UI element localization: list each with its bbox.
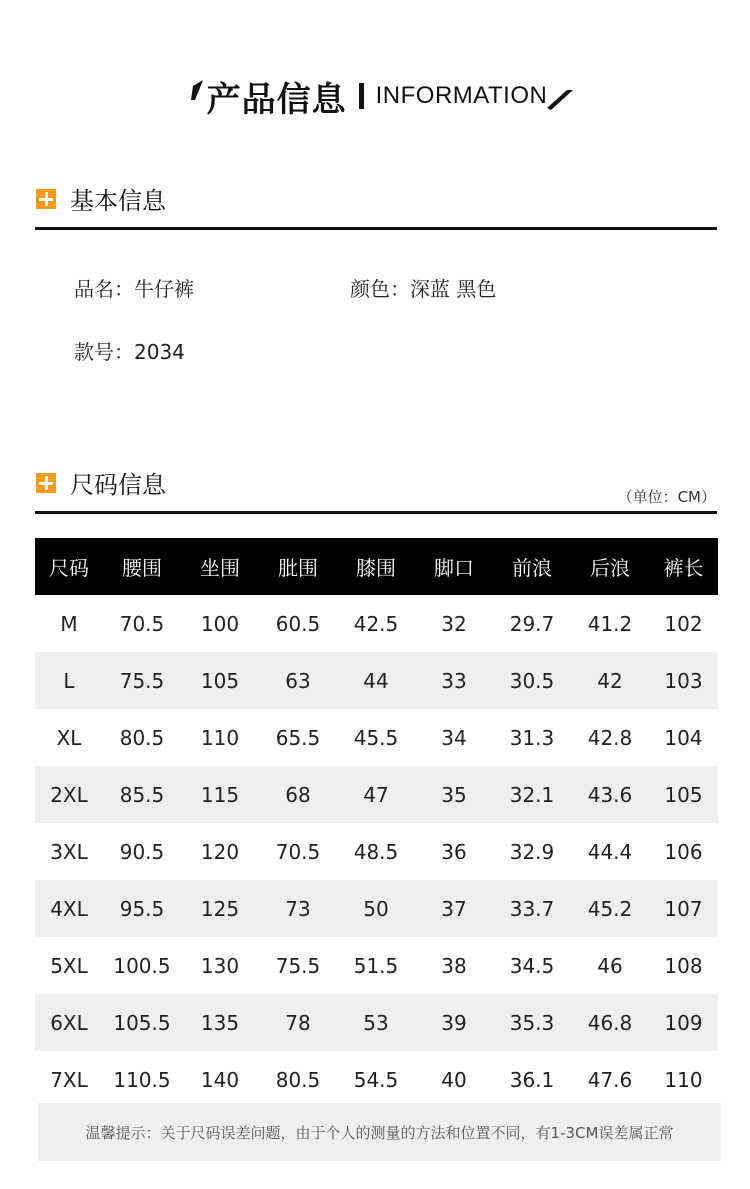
table-cell: 5XL xyxy=(50,953,88,978)
table-cell: 37 xyxy=(415,880,493,937)
table-cell: 42 xyxy=(571,652,649,709)
table-cell: 104 xyxy=(664,725,703,750)
product-name-value: 牛仔裤 xyxy=(134,277,194,301)
page-title-en: INFORMATION xyxy=(375,82,548,109)
table-cell: 85.5 xyxy=(103,766,181,823)
column-header: 坐围 xyxy=(181,538,259,595)
title-divider xyxy=(359,83,364,109)
table-cell: 3XL xyxy=(50,839,88,864)
table-cell: 103 xyxy=(649,652,718,709)
table-cell: M xyxy=(60,611,78,636)
table-cell: 80.5 xyxy=(275,1067,321,1092)
table-cell: 35.3 xyxy=(493,994,571,1051)
table-cell: 115 xyxy=(181,766,259,823)
column-header: 肶围 xyxy=(259,538,337,595)
table-cell: 30.5 xyxy=(493,652,571,709)
table-cell: 4XL xyxy=(35,880,103,937)
table-cell: 2XL xyxy=(35,766,103,823)
table-cell: 130 xyxy=(200,953,240,978)
plus-icon xyxy=(36,189,56,209)
table-cell: 95.5 xyxy=(103,880,181,937)
table-cell: 73 xyxy=(259,880,337,937)
table-cell: 60.5 xyxy=(275,611,321,636)
plus-icon xyxy=(36,473,56,493)
table-cell: 105.5 xyxy=(103,994,181,1051)
table-row xyxy=(35,1051,718,1108)
table-cell: 32.9 xyxy=(509,839,555,864)
table-cell: 110 xyxy=(200,725,240,750)
table-cell: 135 xyxy=(181,994,259,1051)
table-cell: 63 xyxy=(259,652,337,709)
table-cell: 50 xyxy=(337,880,415,937)
table-cell: 54.5 xyxy=(353,1067,399,1092)
table-cell: 51.5 xyxy=(353,953,399,978)
table-cell: 34 xyxy=(441,725,467,750)
table-cell: 109 xyxy=(649,994,718,1051)
size-tip xyxy=(38,1103,721,1161)
table-cell: 110.5 xyxy=(113,1067,171,1092)
table-cell: 29.7 xyxy=(509,611,555,636)
unit-note: （单位：CM） xyxy=(617,488,716,506)
table-cell: 32 xyxy=(441,611,467,636)
table-cell: XL xyxy=(56,725,82,750)
product-style xyxy=(74,336,185,365)
table-row xyxy=(35,994,718,1051)
table-cell: 45.5 xyxy=(353,725,399,750)
table-cell: 80.5 xyxy=(119,725,165,750)
table-cell: 75.5 xyxy=(275,953,321,978)
table-cell: 33.7 xyxy=(493,880,571,937)
table-cell: 35 xyxy=(415,766,493,823)
table-row xyxy=(35,880,718,937)
size-tip-text: 温馨提示：关于尺码误差问题，由于个人的测量的方法和位置不同，有1-3CM误差属正常 xyxy=(85,1123,674,1142)
table-cell: L xyxy=(35,652,103,709)
table-cell: 36 xyxy=(441,839,467,864)
table-cell: 38 xyxy=(441,953,467,978)
table-row xyxy=(35,709,718,766)
product-color-label: 颜色： xyxy=(350,277,410,301)
product-color-value: 深蓝 黑色 xyxy=(410,277,497,301)
table-row xyxy=(35,937,718,994)
table-cell: 65.5 xyxy=(275,725,321,750)
column-header: 脚口 xyxy=(415,538,493,595)
table-row xyxy=(35,595,718,652)
table-row xyxy=(35,652,718,709)
product-color xyxy=(350,273,496,302)
table-row xyxy=(35,766,718,823)
table-cell: 42.8 xyxy=(587,725,633,750)
table-cell: 68 xyxy=(259,766,337,823)
table-cell: 105 xyxy=(649,766,718,823)
product-style-value: 2034 xyxy=(134,340,185,364)
table-cell: 47.6 xyxy=(587,1067,633,1092)
basic-info-heading xyxy=(36,181,166,216)
table-cell: 34.5 xyxy=(509,953,555,978)
table-cell: 102 xyxy=(664,611,703,636)
table-cell: 48.5 xyxy=(353,839,399,864)
section-divider xyxy=(35,227,717,230)
table-cell: 110 xyxy=(664,1067,703,1092)
table-cell: 7XL xyxy=(50,1067,88,1092)
column-header: 腰围 xyxy=(103,538,181,595)
table-cell: 44 xyxy=(337,652,415,709)
table-cell: 47 xyxy=(337,766,415,823)
table-cell: 107 xyxy=(649,880,718,937)
table-cell: 108 xyxy=(664,953,703,978)
table-cell: 41.2 xyxy=(587,611,633,636)
page-header xyxy=(0,66,750,126)
table-cell: 106 xyxy=(664,839,703,864)
table-cell: 46 xyxy=(597,953,623,978)
column-header: 膝围 xyxy=(337,538,415,595)
column-header: 前浪 xyxy=(493,538,571,595)
product-style-label: 款号： xyxy=(74,340,134,364)
table-cell: 40 xyxy=(441,1067,467,1092)
table-cell: 36.1 xyxy=(509,1067,555,1092)
slash-left-icon xyxy=(187,76,203,116)
table-cell: 125 xyxy=(181,880,259,937)
table-cell: 70.5 xyxy=(275,839,321,864)
table-cell: 140 xyxy=(200,1067,240,1092)
table-cell: 53 xyxy=(337,994,415,1051)
table-cell: 78 xyxy=(259,994,337,1051)
table-cell: 46.8 xyxy=(571,994,649,1051)
column-header: 后浪 xyxy=(571,538,649,595)
table-cell: 42.5 xyxy=(353,611,399,636)
table-cell: 44.4 xyxy=(587,839,633,864)
table-cell: 43.6 xyxy=(571,766,649,823)
table-cell: 33 xyxy=(415,652,493,709)
table-row xyxy=(35,823,718,880)
page-title: 产品信息 xyxy=(206,79,347,120)
size-table-header xyxy=(35,538,718,595)
slash-right-icon xyxy=(547,76,563,116)
table-cell: 45.2 xyxy=(571,880,649,937)
size-table xyxy=(35,538,718,1108)
table-cell: 32.1 xyxy=(493,766,571,823)
table-cell: 70.5 xyxy=(119,611,165,636)
table-cell: 6XL xyxy=(35,994,103,1051)
product-name-label: 品名： xyxy=(74,277,134,301)
size-info-label: 尺码信息 xyxy=(70,471,166,499)
table-cell: 120 xyxy=(200,839,240,864)
basic-info-label: 基本信息 xyxy=(70,187,166,215)
table-cell: 105 xyxy=(181,652,259,709)
column-header: 裤长 xyxy=(649,538,718,595)
table-cell: 31.3 xyxy=(509,725,555,750)
table-cell: 100.5 xyxy=(113,953,171,978)
section-divider xyxy=(35,511,717,514)
table-cell: 100 xyxy=(200,611,240,636)
column-header: 尺码 xyxy=(35,538,103,595)
product-name xyxy=(74,273,194,302)
table-cell: 39 xyxy=(415,994,493,1051)
table-cell: 90.5 xyxy=(119,839,165,864)
table-cell: 75.5 xyxy=(103,652,181,709)
size-info-heading xyxy=(36,465,166,500)
